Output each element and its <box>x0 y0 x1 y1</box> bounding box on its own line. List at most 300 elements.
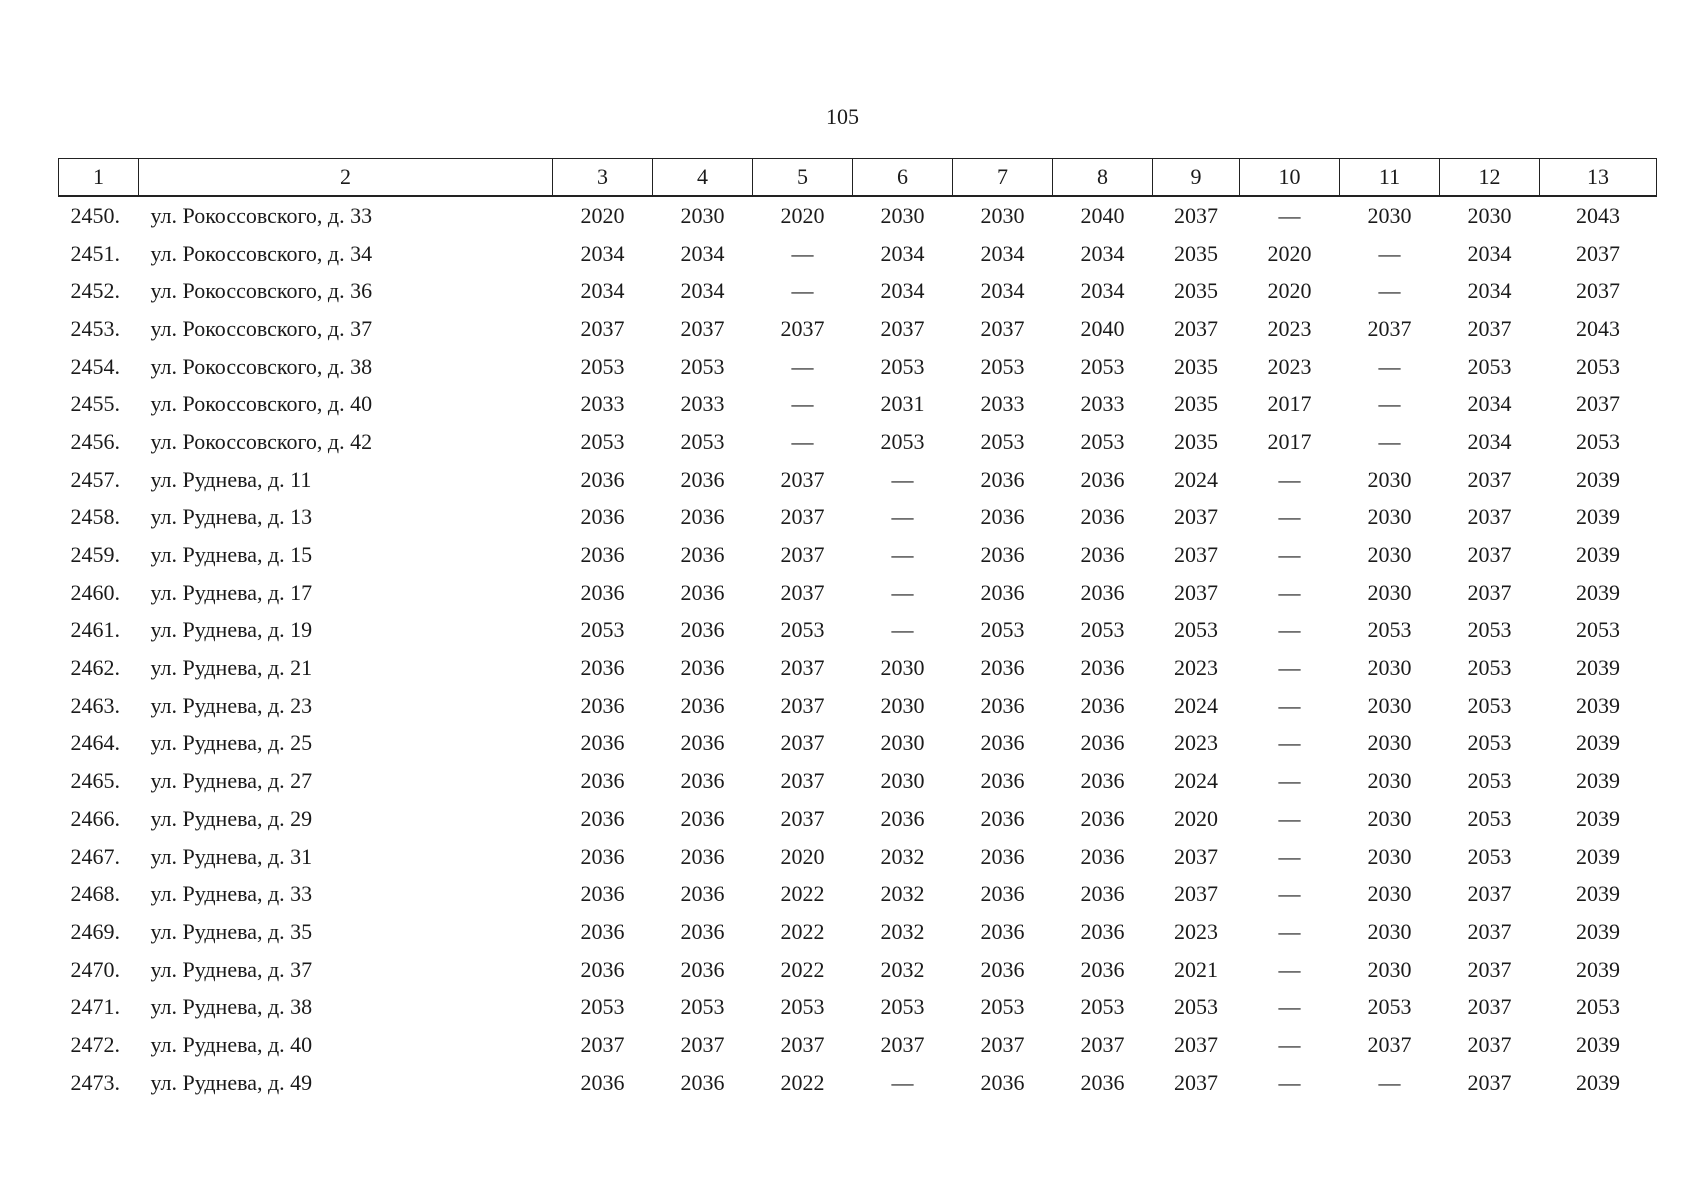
year-cell: 2023 <box>1174 918 1218 944</box>
year-cell: 2034 <box>1467 428 1512 454</box>
year-cell: 2036 <box>680 956 725 982</box>
year-cell: 2020 <box>780 202 825 228</box>
year-cell: — <box>1378 391 1401 417</box>
year-cell: 2037 <box>1467 1069 1512 1095</box>
year-cell: 2030 <box>1367 843 1412 869</box>
year-cell: 2037 <box>780 466 825 492</box>
year-cell: 2036 <box>980 881 1025 907</box>
year-cell: — <box>1278 202 1301 228</box>
address-cell: ул. Руднева, д. 40 <box>150 1031 313 1057</box>
year-cell: 2053 <box>980 994 1025 1020</box>
year-cell: 2037 <box>880 1031 925 1057</box>
row-number: 2470. <box>70 956 120 982</box>
year-cell: 2036 <box>580 805 625 831</box>
year-cell: 2036 <box>580 881 625 907</box>
year-cell: 2034 <box>1467 391 1512 417</box>
year-cell: 2036 <box>1080 655 1125 681</box>
year-cell: 2043 <box>1576 315 1620 341</box>
address-cell: ул. Руднева, д. 23 <box>150 692 313 718</box>
year-cell: 2039 <box>1576 956 1620 982</box>
year-cell: 2035 <box>1174 428 1218 454</box>
year-cell: 2021 <box>1174 956 1218 982</box>
year-cell: 2036 <box>980 692 1025 718</box>
year-cell: 2037 <box>1467 1031 1512 1057</box>
year-cell: — <box>1378 428 1401 454</box>
year-cell: 2036 <box>580 504 625 530</box>
address-cell: ул. Рокоссовского, д. 42 <box>150 428 373 454</box>
year-cell: 2036 <box>980 466 1025 492</box>
address-cell: ул. Руднева, д. 13 <box>150 504 313 530</box>
year-cell: — <box>1278 579 1301 605</box>
year-cell: 2031 <box>880 391 925 417</box>
year-cell: 2020 <box>580 202 625 228</box>
year-cell: 2030 <box>880 202 925 228</box>
table-body <box>59 196 1657 1102</box>
year-cell: — <box>891 617 914 643</box>
year-cell: 2035 <box>1174 353 1218 379</box>
year-cell: 2039 <box>1576 542 1620 568</box>
year-cell: 2036 <box>980 768 1025 794</box>
year-cell: 2053 <box>780 994 825 1020</box>
year-cell: — <box>1278 956 1301 982</box>
year-cell: — <box>1278 730 1301 756</box>
table-row <box>59 649 1657 687</box>
row-number: 2468. <box>70 881 120 907</box>
column-header-1: 1 <box>59 159 139 197</box>
table-row <box>59 574 1657 612</box>
year-cell: 2036 <box>980 579 1025 605</box>
year-cell: 2035 <box>1174 240 1218 266</box>
year-cell: 2037 <box>680 1031 725 1057</box>
year-cell: 2037 <box>780 805 825 831</box>
year-cell: 2032 <box>880 956 925 982</box>
year-cell: — <box>1278 504 1301 530</box>
year-cell: 2037 <box>1174 542 1218 568</box>
year-cell: 2037 <box>1367 1031 1412 1057</box>
year-cell: 2053 <box>1467 655 1512 681</box>
year-cell: 2037 <box>1174 202 1218 228</box>
year-cell: 2039 <box>1576 579 1620 605</box>
year-cell: — <box>1278 805 1301 831</box>
year-cell: 2023 <box>1267 353 1312 379</box>
year-cell: 2036 <box>580 956 625 982</box>
row-number: 2473. <box>70 1069 120 1095</box>
year-cell: 2030 <box>1367 504 1412 530</box>
year-cell: 2039 <box>1576 805 1620 831</box>
year-cell: 2030 <box>1367 881 1412 907</box>
year-cell: 2037 <box>1467 504 1512 530</box>
row-number: 2472. <box>70 1031 120 1057</box>
column-header-10: 10 <box>1240 159 1340 197</box>
year-cell: 2036 <box>680 579 725 605</box>
address-cell: ул. Руднева, д. 37 <box>150 956 313 982</box>
year-cell: 2053 <box>880 353 925 379</box>
year-cell: — <box>891 1069 914 1095</box>
year-cell: 2036 <box>980 956 1025 982</box>
address-cell: ул. Руднева, д. 25 <box>150 730 313 756</box>
year-cell: 2035 <box>1174 278 1218 304</box>
year-cell: — <box>1278 768 1301 794</box>
year-cell: 2053 <box>1467 692 1512 718</box>
year-cell: 2034 <box>1467 278 1512 304</box>
address-cell: ул. Руднева, д. 33 <box>150 881 313 907</box>
year-cell: 2037 <box>1467 956 1512 982</box>
address-cell: ул. Руднева, д. 27 <box>150 768 313 794</box>
year-cell: 2036 <box>980 542 1025 568</box>
year-cell: 2053 <box>680 428 725 454</box>
year-cell: — <box>1378 353 1401 379</box>
year-cell: 2037 <box>980 315 1025 341</box>
year-cell: — <box>1278 655 1301 681</box>
year-cell: — <box>1278 1069 1301 1095</box>
year-cell: — <box>791 428 814 454</box>
row-number: 2469. <box>70 918 120 944</box>
year-cell: — <box>1278 1031 1301 1057</box>
year-cell: — <box>1378 278 1401 304</box>
year-cell: 2039 <box>1576 730 1620 756</box>
year-cell: 2023 <box>1174 730 1218 756</box>
year-cell: 2036 <box>1080 579 1125 605</box>
year-cell: 2039 <box>1576 768 1620 794</box>
year-cell: 2053 <box>680 994 725 1020</box>
year-cell: 2030 <box>980 202 1025 228</box>
table-row <box>59 687 1657 725</box>
row-number: 2464. <box>70 730 120 756</box>
year-cell: 2053 <box>1576 353 1620 379</box>
year-cell: 2053 <box>1467 617 1512 643</box>
column-header-12: 12 <box>1440 159 1540 197</box>
year-cell: 2037 <box>1576 240 1620 266</box>
year-cell: 2017 <box>1267 391 1312 417</box>
year-cell: 2023 <box>1267 315 1312 341</box>
page-number: 105 <box>826 104 859 129</box>
address-cell: ул. Руднева, д. 38 <box>150 994 313 1020</box>
schedule-table <box>58 158 1657 1102</box>
table-row <box>59 348 1657 386</box>
year-cell: — <box>1378 240 1401 266</box>
year-cell: 2037 <box>680 315 725 341</box>
year-cell: 2033 <box>680 391 725 417</box>
year-cell: 2053 <box>980 617 1025 643</box>
year-cell: 2053 <box>580 617 625 643</box>
year-cell: 2037 <box>1174 843 1218 869</box>
year-cell: 2037 <box>1576 278 1620 304</box>
table-row <box>59 499 1657 537</box>
year-cell: 2036 <box>1080 542 1125 568</box>
year-cell: 2032 <box>880 843 925 869</box>
year-cell: 2036 <box>580 692 625 718</box>
year-cell: — <box>891 466 914 492</box>
year-cell: 2036 <box>680 466 725 492</box>
year-cell: 2030 <box>1467 202 1512 228</box>
column-header-13: 13 <box>1540 159 1657 197</box>
year-cell: 2053 <box>980 428 1025 454</box>
year-cell: 2053 <box>1080 994 1125 1020</box>
year-cell: 2020 <box>1174 805 1218 831</box>
row-number: 2466. <box>70 805 120 831</box>
address-cell: ул. Рокоссовского, д. 38 <box>150 353 373 379</box>
year-cell: 2053 <box>1467 768 1512 794</box>
year-cell: 2030 <box>1367 956 1412 982</box>
year-cell: 2037 <box>1467 579 1512 605</box>
year-cell: 2039 <box>1576 1069 1620 1095</box>
year-cell: 2036 <box>580 918 625 944</box>
year-cell: 2053 <box>580 994 625 1020</box>
year-cell: 2039 <box>1576 918 1620 944</box>
row-number: 2451. <box>70 240 120 266</box>
year-cell: 2040 <box>1080 315 1125 341</box>
year-cell: — <box>791 240 814 266</box>
year-cell: 2036 <box>680 617 725 643</box>
year-cell: 2036 <box>580 579 625 605</box>
year-cell: 2034 <box>1080 278 1125 304</box>
column-header-7: 7 <box>953 159 1053 197</box>
year-cell: 2030 <box>880 655 925 681</box>
year-cell: 2036 <box>1080 956 1125 982</box>
address-cell: ул. Руднева, д. 17 <box>150 579 313 605</box>
row-number: 2457. <box>70 466 120 492</box>
year-cell: 2037 <box>580 315 625 341</box>
year-cell: — <box>791 278 814 304</box>
year-cell: 2036 <box>680 843 725 869</box>
year-cell: 2053 <box>1467 843 1512 869</box>
year-cell: 2036 <box>680 504 725 530</box>
year-cell: 2037 <box>1174 1031 1218 1057</box>
year-cell: 2030 <box>880 768 925 794</box>
year-cell: 2034 <box>880 240 925 266</box>
year-cell: — <box>791 391 814 417</box>
year-cell: 2024 <box>1174 692 1218 718</box>
year-cell: — <box>1278 617 1301 643</box>
year-cell: 2017 <box>1267 428 1312 454</box>
year-cell: 2036 <box>580 542 625 568</box>
year-cell: 2036 <box>1080 768 1125 794</box>
year-cell: 2030 <box>1367 692 1412 718</box>
table-row <box>59 235 1657 273</box>
year-cell: 2036 <box>680 730 725 756</box>
row-number: 2458. <box>70 504 120 530</box>
year-cell: 2053 <box>680 353 725 379</box>
year-cell: 2020 <box>780 843 825 869</box>
year-cell: 2030 <box>1367 202 1412 228</box>
column-header-8: 8 <box>1053 159 1153 197</box>
year-cell: 2034 <box>880 278 925 304</box>
year-cell: 2053 <box>1174 994 1218 1020</box>
year-cell: 2032 <box>880 881 925 907</box>
table-row <box>59 875 1657 913</box>
year-cell: 2036 <box>580 1069 625 1095</box>
year-cell: — <box>791 353 814 379</box>
year-cell: — <box>1278 692 1301 718</box>
column-header-2: 2 <box>139 159 553 197</box>
year-cell: 2036 <box>1080 504 1125 530</box>
year-cell: 2036 <box>1080 805 1125 831</box>
year-cell: 2030 <box>1367 768 1412 794</box>
year-cell: — <box>891 504 914 530</box>
year-cell: 2024 <box>1174 768 1218 794</box>
year-cell: 2033 <box>980 391 1025 417</box>
table-header <box>59 159 1657 197</box>
year-cell: 2039 <box>1576 504 1620 530</box>
row-number: 2462. <box>70 655 120 681</box>
year-cell: 2034 <box>1467 240 1512 266</box>
year-cell: 2053 <box>780 617 825 643</box>
address-cell: ул. Руднева, д. 21 <box>150 655 313 681</box>
year-cell: 2053 <box>1080 353 1125 379</box>
year-cell: 2036 <box>980 730 1025 756</box>
year-cell: 2036 <box>1080 843 1125 869</box>
year-cell: 2036 <box>680 542 725 568</box>
column-header-11: 11 <box>1340 159 1440 197</box>
year-cell: 2036 <box>980 504 1025 530</box>
year-cell: 2053 <box>1576 428 1620 454</box>
year-cell: 2036 <box>680 881 725 907</box>
year-cell: — <box>891 542 914 568</box>
year-cell: 2037 <box>780 768 825 794</box>
row-number: 2456. <box>70 428 120 454</box>
year-cell: 2036 <box>1080 692 1125 718</box>
address-cell: ул. Руднева, д. 15 <box>150 542 313 568</box>
year-cell: 2053 <box>580 428 625 454</box>
year-cell: 2053 <box>1576 994 1620 1020</box>
year-cell: — <box>891 579 914 605</box>
year-cell: 2037 <box>880 315 925 341</box>
table-row <box>59 988 1657 1026</box>
address-cell: ул. Руднева, д. 35 <box>150 918 313 944</box>
address-cell: ул. Рокоссовского, д. 33 <box>150 202 373 228</box>
year-cell: 2036 <box>580 768 625 794</box>
year-cell: 2053 <box>980 353 1025 379</box>
year-cell: 2036 <box>580 466 625 492</box>
year-cell: 2023 <box>1174 655 1218 681</box>
year-cell: 2036 <box>580 655 625 681</box>
year-cell: 2036 <box>680 655 725 681</box>
year-cell: 2039 <box>1576 466 1620 492</box>
year-cell: 2037 <box>780 315 825 341</box>
year-cell: 2037 <box>780 504 825 530</box>
year-cell: 2053 <box>880 428 925 454</box>
address-cell: ул. Руднева, д. 29 <box>150 805 313 831</box>
year-cell: 2022 <box>780 1069 825 1095</box>
year-cell: 2053 <box>880 994 925 1020</box>
year-cell: 2020 <box>1267 278 1312 304</box>
year-cell: 2036 <box>980 1069 1025 1095</box>
address-cell: ул. Рокоссовского, д. 34 <box>150 240 373 266</box>
table-row <box>59 762 1657 800</box>
table-row <box>59 913 1657 951</box>
year-cell: 2053 <box>1467 353 1512 379</box>
table-row <box>59 838 1657 876</box>
year-cell: 2037 <box>1467 466 1512 492</box>
year-cell: 2037 <box>780 542 825 568</box>
year-cell: 2036 <box>1080 1069 1125 1095</box>
year-cell: 2037 <box>1080 1031 1125 1057</box>
year-cell: — <box>1278 994 1301 1020</box>
table-row <box>59 951 1657 989</box>
year-cell: 2020 <box>1267 240 1312 266</box>
year-cell: 2053 <box>1174 617 1218 643</box>
table-row <box>59 725 1657 763</box>
year-cell: 2036 <box>680 1069 725 1095</box>
year-cell: 2053 <box>1467 805 1512 831</box>
year-cell: 2037 <box>1174 579 1218 605</box>
row-number: 2452. <box>70 278 120 304</box>
year-cell: 2039 <box>1576 1031 1620 1057</box>
header-row <box>59 159 1657 197</box>
year-cell: 2030 <box>1367 730 1412 756</box>
year-cell: 2037 <box>1467 881 1512 907</box>
year-cell: 2037 <box>1467 542 1512 568</box>
table-row <box>59 800 1657 838</box>
year-cell: 2036 <box>680 692 725 718</box>
row-number: 2463. <box>70 692 120 718</box>
year-cell: 2039 <box>1576 881 1620 907</box>
year-cell: 2030 <box>1367 579 1412 605</box>
year-cell: 2037 <box>1174 1069 1218 1095</box>
year-cell: 2037 <box>1367 315 1412 341</box>
address-cell: ул. Руднева, д. 19 <box>150 617 313 643</box>
address-cell: ул. Рокоссовского, д. 37 <box>150 315 373 341</box>
year-cell: 2036 <box>980 843 1025 869</box>
year-cell: 2034 <box>680 278 725 304</box>
year-cell: 2036 <box>1080 918 1125 944</box>
year-cell: 2053 <box>580 353 625 379</box>
year-cell: — <box>1278 881 1301 907</box>
year-cell: 2034 <box>980 278 1025 304</box>
row-number: 2453. <box>70 315 120 341</box>
year-cell: 2037 <box>580 1031 625 1057</box>
year-cell: 2037 <box>1467 918 1512 944</box>
year-cell: 2037 <box>1467 994 1512 1020</box>
year-cell: 2037 <box>780 579 825 605</box>
year-cell: 2024 <box>1174 466 1218 492</box>
table-row <box>59 272 1657 310</box>
table-row <box>59 536 1657 574</box>
year-cell: 2040 <box>1080 202 1125 228</box>
year-cell: — <box>1278 466 1301 492</box>
year-cell: 2036 <box>980 918 1025 944</box>
year-cell: 2037 <box>1576 391 1620 417</box>
year-cell: 2036 <box>880 805 925 831</box>
year-cell: 2034 <box>680 240 725 266</box>
year-cell: 2036 <box>680 918 725 944</box>
year-cell: 2053 <box>1576 617 1620 643</box>
year-cell: 2036 <box>580 843 625 869</box>
year-cell: 2030 <box>880 730 925 756</box>
year-cell: 2037 <box>1467 315 1512 341</box>
year-cell: 2037 <box>1174 315 1218 341</box>
year-cell: 2035 <box>1174 391 1218 417</box>
year-cell: 2033 <box>1080 391 1125 417</box>
year-cell: 2033 <box>580 391 625 417</box>
year-cell: — <box>1278 918 1301 944</box>
row-number: 2460. <box>70 579 120 605</box>
year-cell: 2039 <box>1576 655 1620 681</box>
year-cell: 2022 <box>780 881 825 907</box>
year-cell: 2053 <box>1367 617 1412 643</box>
year-cell: 2030 <box>1367 466 1412 492</box>
row-number: 2454. <box>70 353 120 379</box>
year-cell: 2030 <box>1367 918 1412 944</box>
year-cell: 2037 <box>780 1031 825 1057</box>
row-number: 2465. <box>70 768 120 794</box>
year-cell: 2030 <box>880 692 925 718</box>
row-number: 2459. <box>70 542 120 568</box>
address-cell: ул. Рокоссовского, д. 36 <box>150 278 373 304</box>
address-cell: ул. Руднева, д. 11 <box>150 466 312 492</box>
column-header-3: 3 <box>553 159 653 197</box>
year-cell: — <box>1278 542 1301 568</box>
